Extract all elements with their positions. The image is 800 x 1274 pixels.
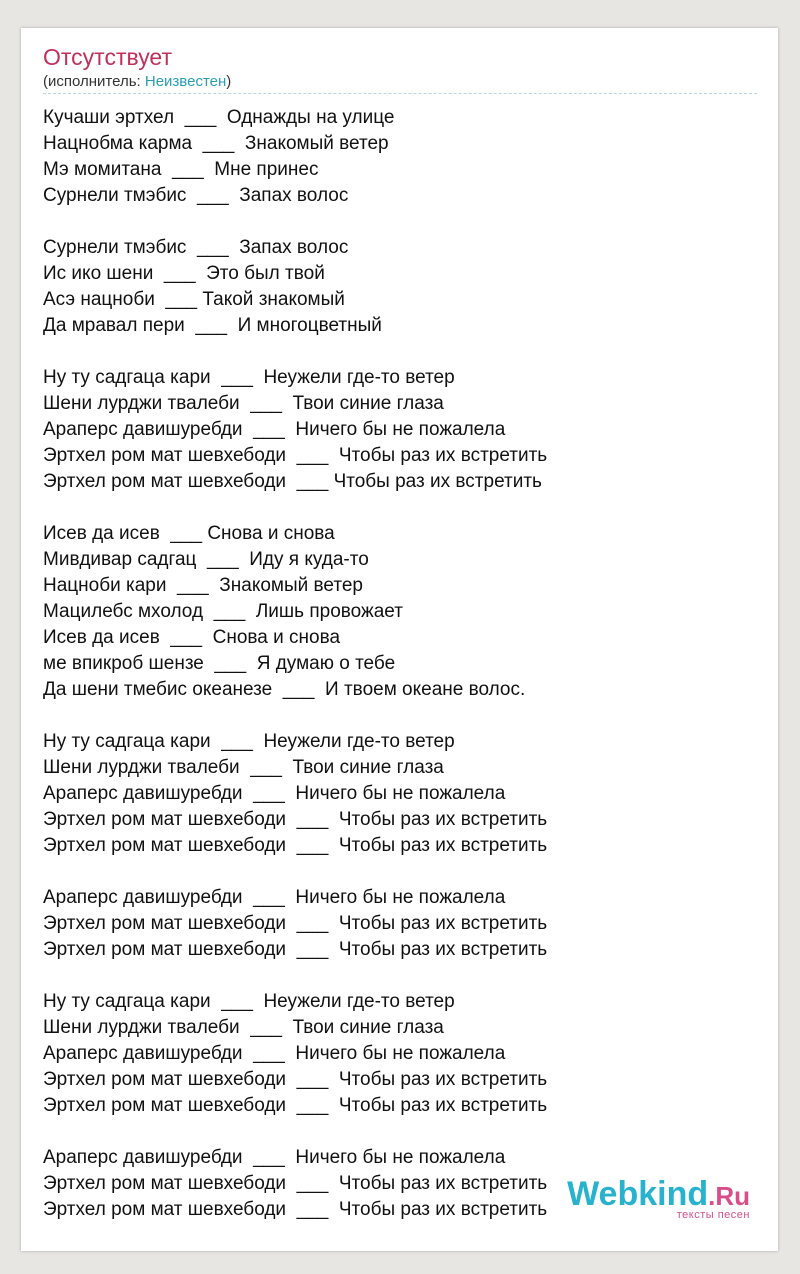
stanza-break <box>43 339 753 365</box>
lyric-line: Шени лурджи твалеби ___ Твои синие глаза <box>43 393 444 414</box>
lyrics-text <box>43 105 753 1223</box>
logo-brand: Webkind <box>567 1175 709 1213</box>
lyric-line: Эртхел ром мат шевхебоди ___ Чтобы раз их встретить <box>43 1069 548 1090</box>
lyric-line: Эртхел ром мат шевхебоди ___ Чтобы раз их встретить <box>43 913 548 934</box>
lyric-line: Нацноби кари ___ Знакомый ветер <box>43 575 363 596</box>
lyric-line: Ну ту садгаца кари ___ Неужели где-то ветер <box>43 731 455 752</box>
lyric-line: Сурнели тмэбис ___ Запах волос <box>43 185 349 206</box>
lyric-line: Асэ нацноби ___ Такой знакомый <box>43 289 345 310</box>
performer-line <box>43 73 231 90</box>
site-watermark <box>567 1177 750 1221</box>
lyric-line: Исев да исев ___ Снова и снова <box>43 523 335 544</box>
logo-tld: .Ru <box>708 1181 750 1211</box>
lyric-line: Сурнели тмэбис ___ Запах волос <box>43 237 349 258</box>
performer-link[interactable]: Неизвестен <box>144 73 227 90</box>
song-title: Отсутствует <box>43 44 172 70</box>
lyric-line: Шени лурджи твалеби ___ Твои синие глаза <box>43 1017 444 1038</box>
lyric-line: Да мравал пери ___ И многоцветный <box>43 315 382 336</box>
lyric-line: Да шени тмебис океанезе ___ И твоем океане волос. <box>43 679 526 700</box>
lyric-line: Ис ико шени ___ Это был твой <box>43 263 325 284</box>
lyric-line: Эртхел ром мат шевхебоди ___ Чтобы раз их встретить <box>43 835 548 856</box>
stanza-break <box>43 703 753 729</box>
lyric-line: Шени лурджи твалеби ___ Твои синие глаза <box>43 757 444 778</box>
lyric-line: Араперс давишуребди ___ Ничего бы не пожалела <box>43 887 506 908</box>
lyric-line: Араперс давишуребди ___ Ничего бы не пожалела <box>43 783 506 804</box>
lyric-line: Ну ту садгаца кари ___ Неужели где-то ветер <box>43 991 455 1012</box>
lyric-line: Исев да исев ___ Снова и снова <box>43 627 341 648</box>
stanza-break <box>43 495 753 521</box>
lyric-line: Мэ момитана ___ Мне принес <box>43 159 319 180</box>
lyric-line: Эртхел ром мат шевхебоди ___ Чтобы раз их встретить <box>43 471 542 492</box>
lyric-line: Араперс давишуребди ___ Ничего бы не пожалела <box>43 419 506 440</box>
lyric-line: Ну ту садгаца кари ___ Неужели где-то ветер <box>43 367 455 388</box>
stanza-break <box>43 963 753 989</box>
lyric-line: Мацилебс мхолод ___ Лишь провожает <box>43 601 403 622</box>
lyric-line: Эртхел ром мат шевхебоди ___ Чтобы раз их встретить <box>43 1199 548 1220</box>
title-divider <box>43 93 757 94</box>
lyric-line: Араперс давишуребди ___ Ничего бы не пожалела <box>43 1147 506 1168</box>
lyric-line: Эртхел ром мат шевхебоди ___ Чтобы раз их встретить <box>43 1173 548 1194</box>
lyric-line: ме впикроб шензе ___ Я думаю о тебе <box>43 653 396 674</box>
performer-prefix: (исполнитель: <box>43 73 145 90</box>
lyric-line: Мивдивар садгац ___ Иду я куда-то <box>43 549 369 570</box>
stanza-break <box>43 209 753 235</box>
lyric-line: Эртхел ром мат шевхебоди ___ Чтобы раз их встретить <box>43 1095 548 1116</box>
lyric-line: Эртхел ром мат шевхебоди ___ Чтобы раз их встретить <box>43 809 548 830</box>
logo-tagline: тексты песен <box>676 1209 750 1221</box>
lyric-line: Эртхел ром мат шевхебоди ___ Чтобы раз их встретить <box>43 939 548 960</box>
lyric-line: Кучаши эртхел ___ Однажды на улице <box>43 107 395 128</box>
lyric-line: Эртхел ром мат шевхебоди ___ Чтобы раз их встретить <box>43 445 548 466</box>
stanza-break <box>43 1119 753 1145</box>
lyric-line: Араперс давишуребди ___ Ничего бы не пожалела <box>43 1043 506 1064</box>
webkind-logo <box>567 1177 750 1213</box>
lyric-line: Нацнобма карма ___ Знакомый ветер <box>43 133 389 154</box>
stanza-break <box>43 859 753 885</box>
performer-suffix: ) <box>226 73 232 90</box>
lyrics-page <box>21 28 778 1251</box>
